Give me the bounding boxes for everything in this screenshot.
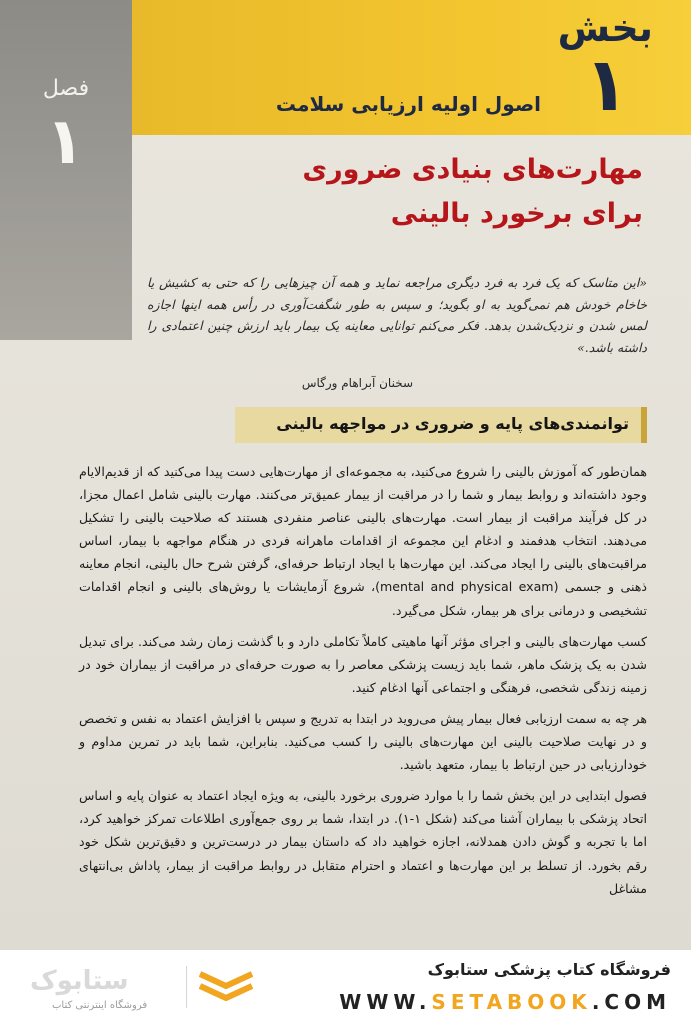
footer-divider bbox=[186, 966, 187, 1008]
part-label: بخش bbox=[557, 6, 653, 50]
url-brand: SETABOOK bbox=[431, 990, 592, 1014]
section-title: توانمندی‌های پایه و ضروری در مواجهه بالینی bbox=[276, 414, 629, 433]
url-prefix: WWW. bbox=[339, 990, 432, 1014]
part-number: ۱ bbox=[583, 42, 629, 128]
body-paragraph-1: همان‌طور که آموزش بالینی را شروع می‌کنید، به مجموعه‌ای از مهارت‌هایی دست پیدا می‌کنید که از قدیم‌الایام وجود داشته‌اند و روابط بیمار و شما را در مراقبت از بیمار عمیق‌تر می‌کنند. مهارت بالینی شامل اعمال مجزا، در کل فرآیند مراقبت از بیمار است. مهارت‌های بالینی عناصر منفردی هستند که صلاحیت بالینی را تشکیل می‌دهند. انتخاب هدفمند و ادغام این مجموعه از اقدامات ماهرانه فردی در هنگام مواجهه با بیمار، اساس مراقبت‌های بالینی را ایجاد می‌کند. این مهارت‌ها با ایجاد ارتباط حرفه‌ای، گرفتن شرح حال بالینی، انجام معاینه ذهنی و جسمی (mental and physical exam)، شروع آزمایشات یا روش‌های بالینی و انجام اقدامات تشخیصی و درمانی برای هر بیمار، شکل می‌گیرد. bbox=[79, 464, 647, 618]
epigraph-author: سخنان آبراهام ورگاس bbox=[301, 376, 413, 390]
chapter-title-line-1: مهارت‌های بنیادی ضروری bbox=[302, 154, 643, 185]
chapter-label: فصل bbox=[42, 76, 90, 101]
body-paragraph-3: هر چه به سمت ارزیابی فعال بیمار پیش می‌روید در ابتدا به تدریج و سپس با افزایش اعتماد به نفس و تخصص و در نهایت صلاحیت بالینی این مهارت‌های بالینی را کسب می‌کنید. بنابراین، شما باید در تمرین مداوم و خودارزیابی در حین ارتباط با بیمار، متعهد باشید. bbox=[79, 710, 647, 773]
chapter-title bbox=[183, 148, 643, 236]
chapter-number: ۱ bbox=[45, 105, 85, 179]
book-stack-icon bbox=[196, 968, 256, 1008]
body-paragraph-2: کسب مهارت‌های بالینی و اجرای مؤثر آنها ماهیتی کاملاً تکاملی دارد و با گذشت زمان رشد می‌کند. برای تبدیل شدن به یک پزشک ماهر، شما باید زیست پزشکی معاصر را به صورت حرفه‌ای در مراقبت از بیماران خود در زمینه زندگی شخصی، فرهنگی و اجتماعی آنها ادغام کنید. bbox=[79, 633, 647, 695]
part-title: اصول اولیه ارزیابی سلامت bbox=[275, 92, 541, 116]
store-url[interactable] bbox=[339, 990, 671, 1014]
section-heading-bar bbox=[235, 407, 647, 443]
store-logo-text: ستابوک bbox=[30, 966, 129, 996]
body-text bbox=[79, 460, 647, 908]
epigraph-quote: «این متاسک که یک فرد به فرد دیگری مراجعه نماید و همه آن چیزهایی را که حتی به کشیش یا خاخام خودش هم نمی‌گوید به او بگوید؛ و سپس به طور شگفت‌آوری در رأس همه اینها اجازه لمس شدن و نزدیک‌شدن بدهد. فکر می‌کنم توانایی معاینه یک بیمار باید ارزش چنین اعتمادی را داشته باشد.» bbox=[147, 275, 647, 355]
chapter-side-strip bbox=[0, 0, 132, 340]
body-paragraph-4: فصول ابتدایی در این بخش شما را با موارد ضروری برخورد بالینی، به ویژه ایجاد اعتماد به عنوان پایه و اساس اتحاد پزشکی با بیماران آشنا می‌کند (شکل ۱-۱). در ابتدا، شما بر روی جمع‌آوری اطلاعات تمرکز خواهید کرد، اما با تجربه و گوش دادن همدلانه، اجازه خواهید داد که داستان بیمار در درست‌ترین و دقیق‌ترین شکل خود رقم بخورد. از تسلط بر این مهارت‌ها و اعتماد و احترام متقابل در روابط مراقبت از بیمار، پاداش بی‌انتهای مشاغل bbox=[79, 788, 648, 896]
store-logo-tagline: فروشگاه اینترنتی کتاب bbox=[52, 1000, 148, 1011]
store-name: فروشگاه کتاب پزشکی ستابوک bbox=[427, 960, 671, 979]
url-suffix: .COM bbox=[591, 990, 671, 1014]
chapter-title-line-2: برای برخورد بالینی bbox=[390, 198, 643, 229]
store-footer-banner bbox=[0, 950, 691, 1024]
